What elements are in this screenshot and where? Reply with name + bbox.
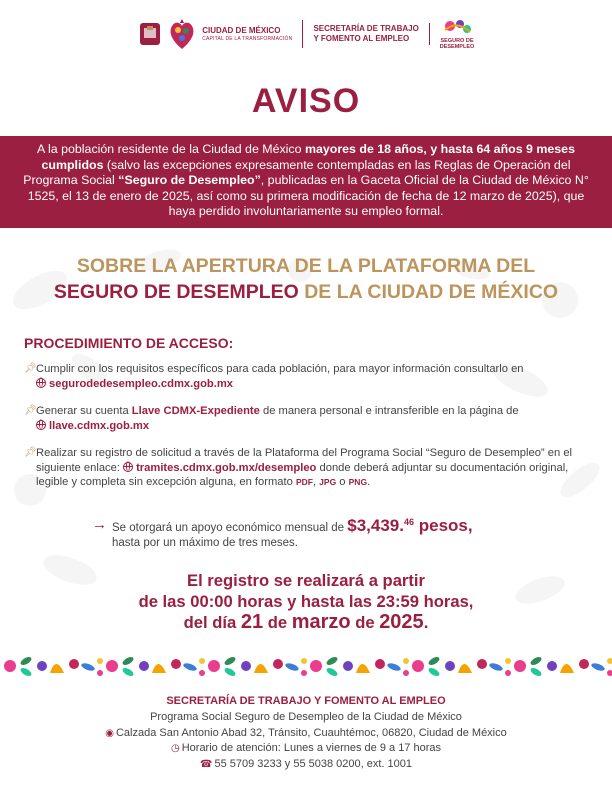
page-footer — [0, 694, 612, 773]
link-segurodedesempleo[interactable]: segurodedesempleo.cdmx.gob.mx — [49, 377, 234, 390]
heading-line1: SOBRE LA APERTURA DE LA PLATAFORMA DEL — [76, 255, 536, 277]
section-heading — [0, 253, 612, 305]
procedure-step-2 — [24, 404, 594, 433]
registro-line3-b: de — [263, 613, 292, 633]
support-amount — [347, 516, 472, 535]
registro-line1: El registro se realizará a partir — [187, 571, 425, 590]
org2-block — [313, 24, 418, 44]
banner-text-1: A la población residente de la Ciudad de México — [37, 142, 305, 156]
banner-text-2: (salvo las excepciones expresamente contempladas en las Reglas de Operación del Programa Social — [23, 157, 571, 188]
link-llave-cdmx[interactable]: llave.cdmx.gob.mx — [49, 419, 150, 432]
heading-line2-gold: DE LA CIUDAD DE MÉXICO — [298, 281, 559, 303]
intro-banner — [0, 136, 612, 228]
registro-month: marzo — [291, 611, 351, 634]
globe-icon — [36, 420, 46, 430]
registro-year: 2025 — [379, 611, 424, 634]
pin-icon: 📌︎ — [24, 447, 37, 458]
location-pin-icon: ◉ — [105, 727, 114, 739]
step3-text-pre: Realizar su registro de solicitud a través de la Plataforma del Programa Social “Seguro de Desempleo” en el siguiente enlace: — [36, 447, 573, 474]
format-sep-1: , — [312, 476, 320, 489]
procedure-title: PROCEDIMIENTO DE ACCESO: — [24, 335, 234, 351]
footer-hours: Horario de atención: Lunes a viernes de 9 a 17 horas — [181, 742, 441, 755]
globe-icon — [123, 462, 133, 472]
logo-text-line2: DESEMPLEO — [439, 44, 474, 50]
support-amount-cents: 46 — [404, 517, 415, 527]
support-amount-value: $3,439. — [347, 516, 404, 535]
org1-subtitle: CAPITAL DE LA TRANSFORMACIÓN — [202, 35, 293, 42]
header-divider-2 — [429, 23, 430, 45]
registro-line3-a: del día — [183, 613, 241, 633]
banner-bold-1: mayores de 18 años, y hasta 64 años 9 meses cumplidos — [41, 142, 575, 172]
step1-text: Cumplir con los requisitos específicos para cada población, para mayor información consultarlo en — [36, 363, 524, 375]
footer-hours-line — [0, 741, 612, 757]
procedure-step-1 — [24, 362, 594, 391]
phone-icon: ☎︎ — [199, 759, 213, 771]
header-divider — [302, 20, 303, 48]
procedure-step-3 — [24, 446, 594, 490]
pin-icon: 📌︎ — [24, 405, 37, 416]
globe-icon — [36, 378, 46, 388]
footer-title: SECRETARÍA DE TRABAJO Y FOMENTO AL EMPLEO — [166, 695, 446, 707]
step2-bold: Llave CDMX-Expediente — [131, 405, 260, 417]
step3-text-mid: donde deberá adjuntar su documentación original, legible y completa sin excepción alguna, en formato — [36, 461, 569, 489]
org2-line1: SECRETARÍA DE TRABAJO — [313, 24, 419, 33]
footer-program: Programa Social Seguro de Desempleo de la Ciudad de México — [150, 710, 462, 723]
seguro-desempleo-logo — [440, 18, 474, 50]
format-jpg: JPG — [319, 477, 337, 488]
org2-line2: Y FOMENTO AL EMPLEO — [313, 34, 410, 43]
cdmx-heart-logo — [168, 17, 196, 51]
support-amount-block — [92, 515, 572, 551]
format-pdf: PDF — [295, 477, 313, 488]
org1-block — [202, 26, 292, 42]
support-text-line2: hasta por un máximo de tres meses. — [112, 537, 298, 549]
registro-line3 — [0, 612, 612, 634]
clock-icon: ◷ — [170, 743, 180, 755]
footer-phone-line — [0, 757, 612, 773]
registration-dates — [0, 571, 612, 634]
step2-text-pre: Generar su cuenta — [36, 405, 132, 417]
footer-address: Calzada San Antonio Abad 32, Tránsito, Cuauhtémoc, 06820, Ciudad de México — [115, 726, 507, 739]
heading-line2 — [0, 279, 612, 305]
footer-phone: 55 5709 3233 y 55 5038 0200, ext. 1001 — [214, 758, 413, 771]
cdmx-shield-logo — [138, 21, 162, 47]
registro-line3-c: de — [350, 613, 380, 633]
pin-icon: 📌︎ — [24, 363, 37, 374]
footer-address-line — [0, 726, 612, 742]
link-tramites-desempleo[interactable]: tramites.cdmx.gob.mx/desempleo — [136, 461, 317, 474]
banner-text-3: , publicadas en la Gaceta Oficial de la Ciudad de México N° 1525, el 13 de enero de 2025, así como su primera modificación de fecha de 12 marzo de 2025), que haya perdido involuntariamente su empleo formal. — [27, 173, 589, 219]
arrow-right-icon: → — [92, 516, 107, 533]
logo-text-line1: SEGURO DE — [440, 38, 474, 44]
format-sep-2: o — [336, 476, 349, 489]
registro-day: 21 — [240, 611, 264, 634]
decorative-embroidery-strip — [0, 651, 612, 681]
step2-text-post: de manera personal e intransferible en la página de — [259, 405, 519, 417]
format-png: PNG — [348, 477, 368, 488]
support-text-pre: Se otorgará un apoyo económico mensual de — [112, 522, 348, 534]
registro-line3-d: . — [423, 613, 429, 633]
page-title: AVISO — [251, 82, 361, 120]
support-amount-unit: pesos, — [414, 516, 473, 535]
step3-end: . — [367, 476, 371, 489]
registro-line2: de las 00:00 horas y hasta las 23:59 horas, — [138, 591, 474, 611]
heading-line2-maroon: SEGURO DE DESEMPLEO — [53, 281, 299, 303]
org1-name: CIUDAD DE MÉXICO — [202, 25, 281, 35]
banner-bold-2: “Seguro de Desempleo” — [118, 173, 261, 188]
page-header — [0, 14, 612, 54]
